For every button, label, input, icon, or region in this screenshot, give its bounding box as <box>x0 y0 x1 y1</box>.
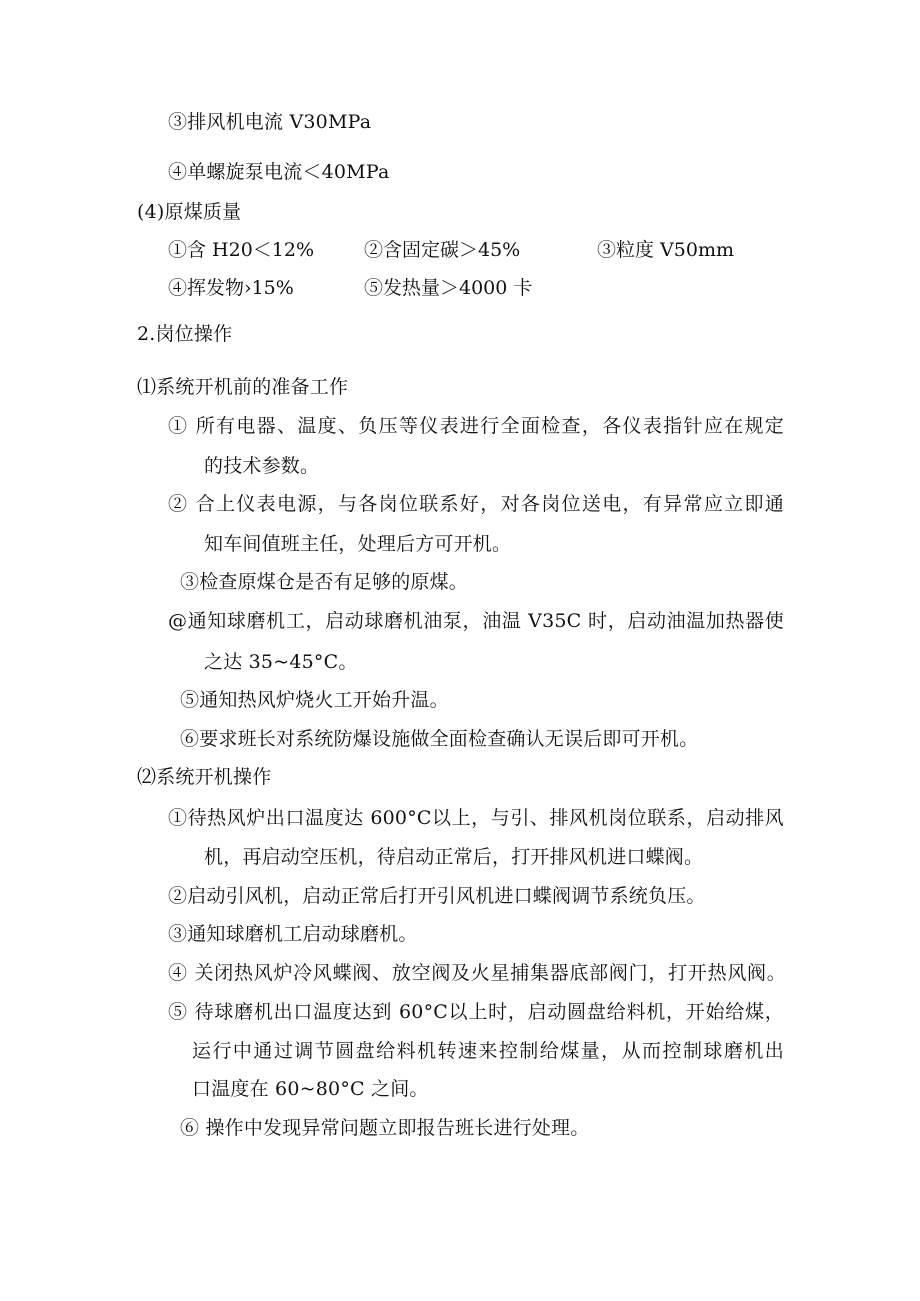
quality-item: ④挥发物›15% <box>168 277 294 299</box>
text-line: ③检查原煤仓是否有足够的原煤。 <box>180 571 469 593</box>
text-line: ② 合上仪表电源，与各岗位联系好，对各岗位送电，有异常应立即通 <box>168 493 784 515</box>
text-line: ②启动引风机，启动正常后打开引风机进口蝶阀调节系统负压。 <box>168 885 706 907</box>
section-heading: (4)原煤质量 <box>137 201 242 223</box>
subsection-heading: ⑴系统开机前的准备工作 <box>137 376 349 398</box>
section-heading: 2.岗位操作 <box>137 323 233 345</box>
text-line: 的技术参数。 <box>204 455 320 477</box>
quality-item: ⑤发热量＞4000 卡 <box>364 277 533 299</box>
text-line: ④ 关闭热风炉冷风蝶阀、放空阀及火星捕集器底部阀门，打开热风阀。 <box>168 962 786 984</box>
text-line: ⑥ 操作中发现异常问题立即报告班长进行处理。 <box>180 1117 590 1139</box>
text-line: 之达 35~45°C。 <box>204 651 358 673</box>
quality-item: ①含 H20＜12% <box>168 239 315 261</box>
text-line: ⑥要求班长对系统防爆设施做全面检查确认无误后即可开机。 <box>180 728 699 750</box>
text-line: 运行中通过调节圆盘给料机转速来控制给煤量，从而控制球磨机出 <box>192 1040 784 1062</box>
text-line: 机，再启动空压机，待启动正常后，打开排风机进口蝶阀。 <box>204 846 704 868</box>
text-line: ① 所有电器、温度、负压等仪表进行全面检查，各仪表指针应在规定 <box>168 415 784 437</box>
text-line: ⑤通知热风炉烧火工开始升温。 <box>180 689 449 711</box>
text-line: ①待热风炉出口温度达 600°C以上，与引、排风机岗位联系，启动排风 <box>168 807 784 829</box>
text-line: ③通知球磨机工启动球磨机。 <box>168 923 418 945</box>
quality-item: ②含固定碳＞45% <box>364 239 521 261</box>
text-line: 口温度在 60~80°C 之间。 <box>192 1078 429 1100</box>
text-line: ⑤ 待球磨机出口温度达到 60°C以上时，启动圆盘给料机，开始给煤， <box>168 1001 784 1023</box>
text-line: ④单螺旋泵电流＜40MPa <box>168 161 390 183</box>
subsection-heading: ⑵系统开机操作 <box>137 766 272 788</box>
text-line: @通知球磨机工，启动球磨机油泵，油温 V35C 时，启动油温加热器使 <box>168 610 784 632</box>
quality-item: ③粒度 V50mm <box>597 239 734 261</box>
text-line: ③排风机电流 V30MPa <box>168 111 372 133</box>
text-line: 知车间值班主任，处理后方可开机。 <box>204 533 512 555</box>
